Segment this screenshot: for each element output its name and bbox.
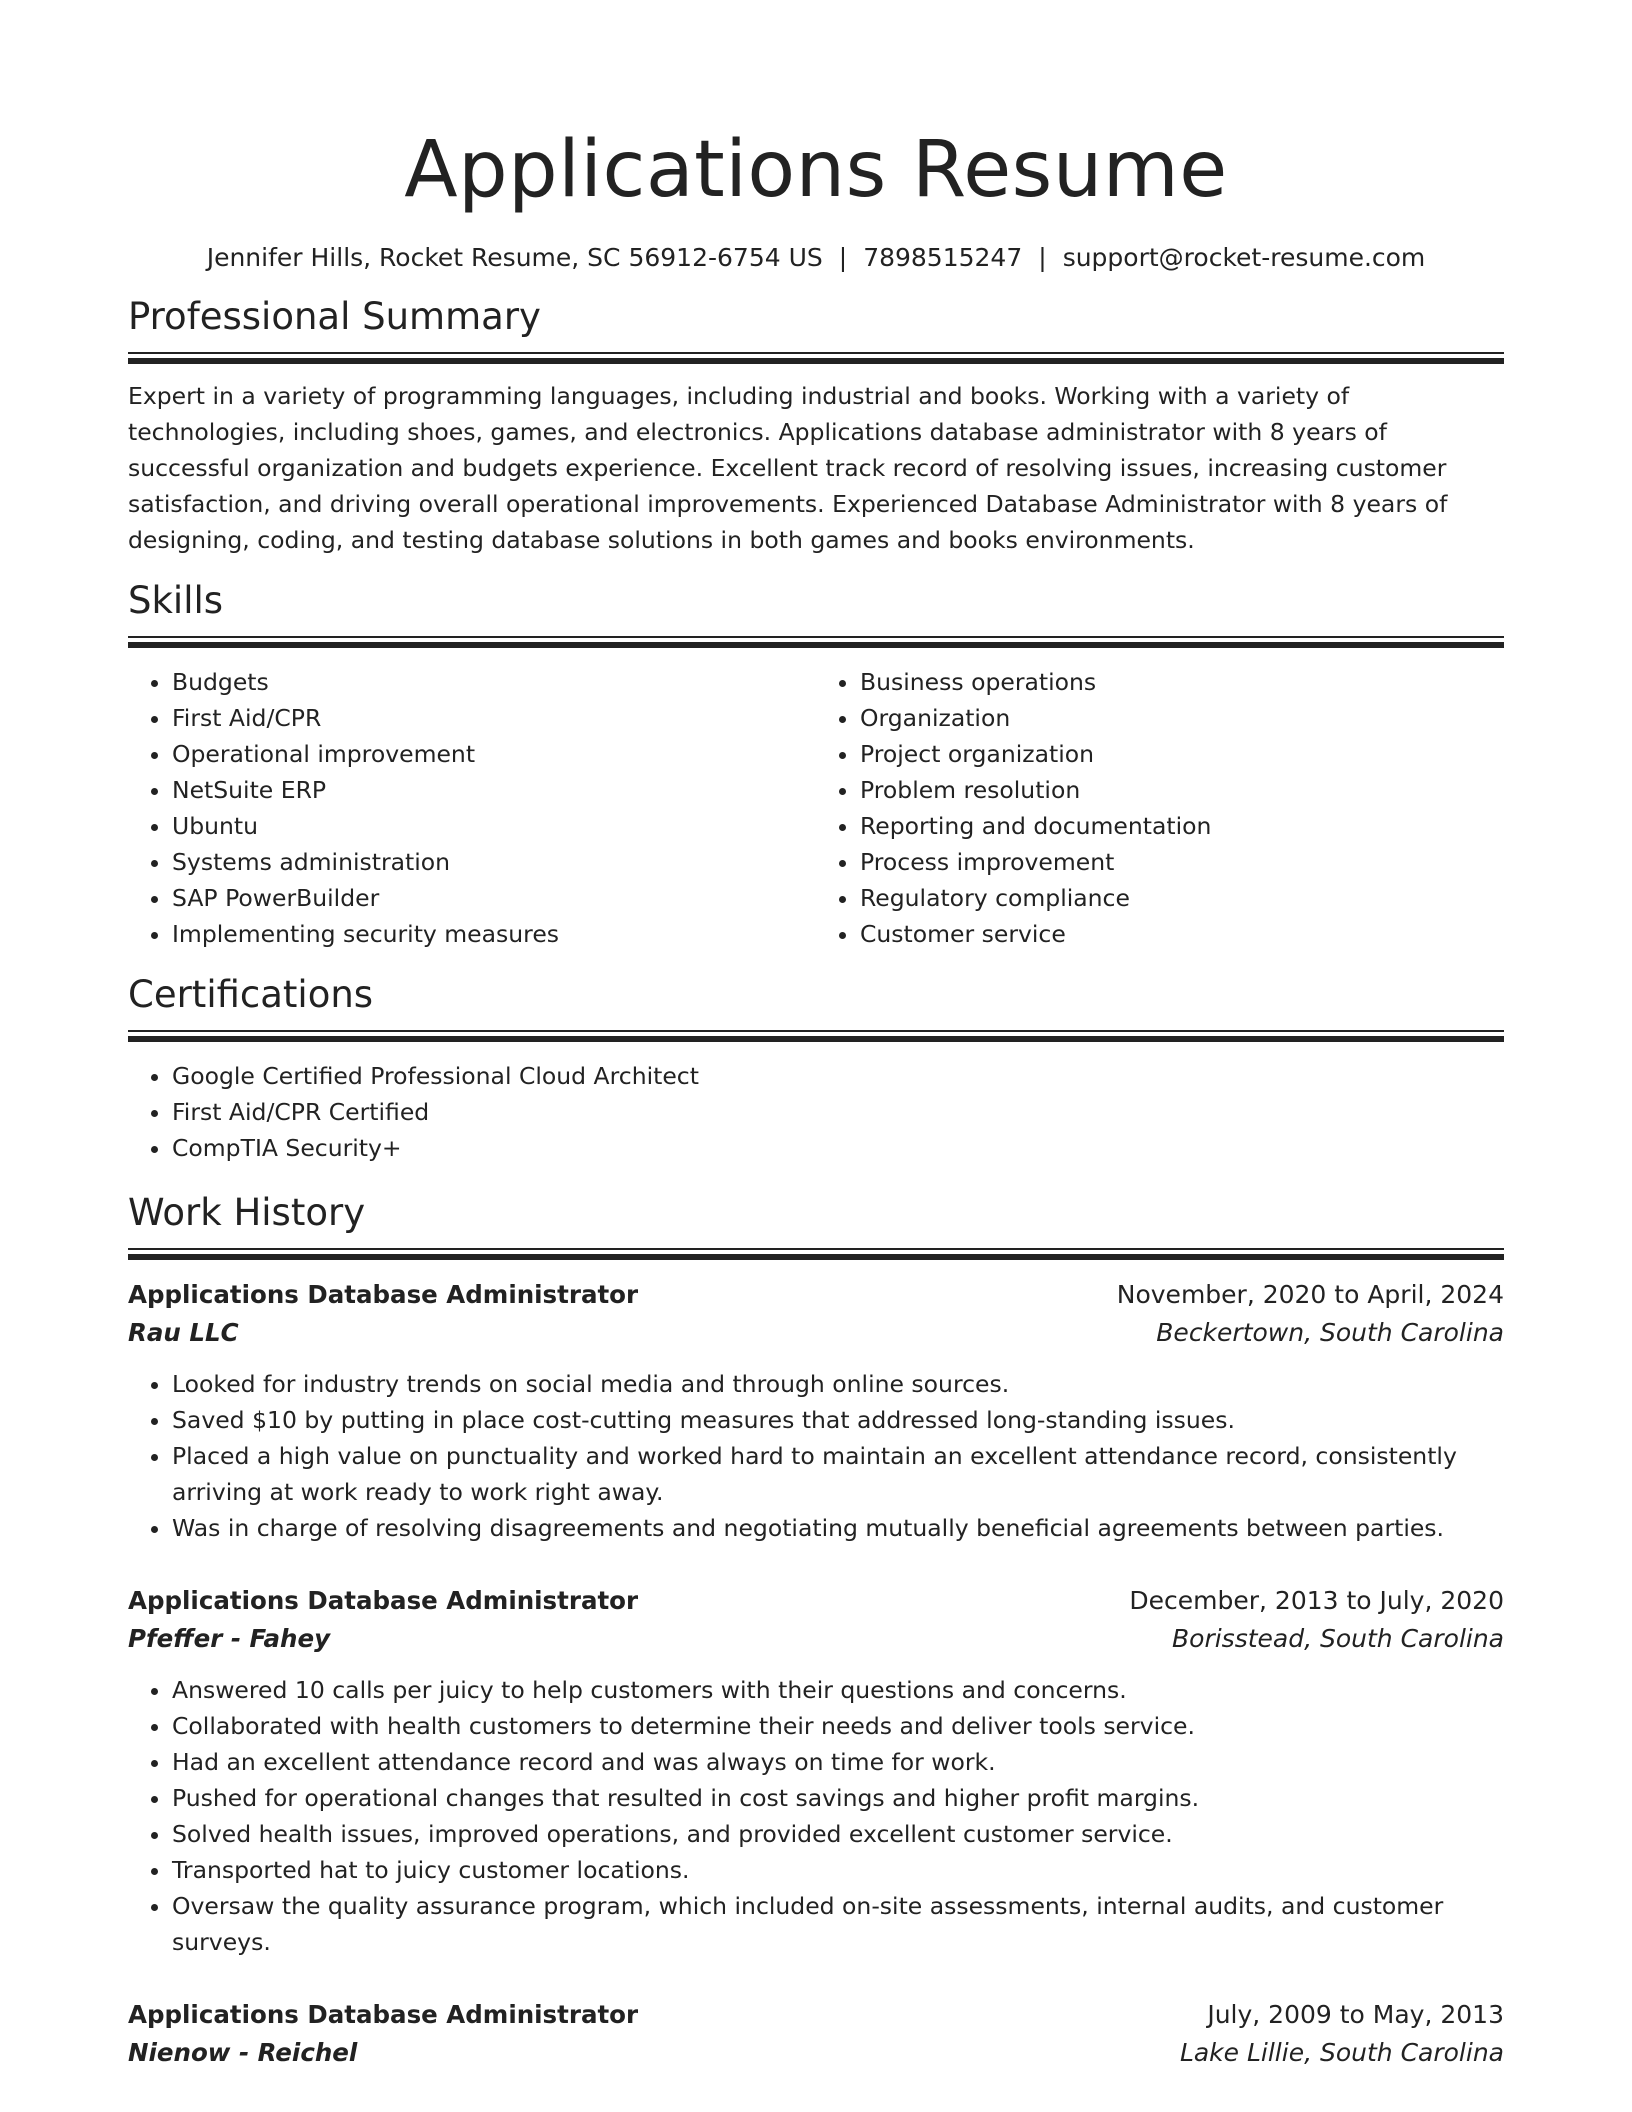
job-bullet: • Transported hat to juicy customer locations. (172, 1852, 1504, 1888)
skill-item: • Problem resolution (860, 772, 1504, 808)
contact-separator: | (1038, 243, 1047, 272)
job-entry (128, 1582, 1504, 1960)
job-bullet: • Solved health issues, improved operations, and provided excellent customer service. (172, 1816, 1504, 1852)
skill-item: • SAP PowerBuilder (172, 880, 816, 916)
job-bullet: • Had an excellent attendance record and was always on time for work. (172, 1744, 1504, 1780)
job-company: Pfeffer - Fahey (128, 1624, 331, 1653)
resume-page (128, 0, 1504, 2072)
section-title-skills: Skills (128, 579, 224, 622)
contact-separator: | (838, 243, 848, 272)
summary-section (128, 294, 1504, 558)
skill-item: • Regulatory compliance (860, 880, 1504, 916)
skill-item: • Implementing security measures (172, 916, 816, 952)
job-dates: November, 2020 to April, 2024 (1116, 1280, 1504, 1309)
job-bullet: • Collaborated with health customers to determine their needs and deliver tools service. (172, 1708, 1504, 1744)
job-bullet: • Looked for industry trends on social media and through online sources. (172, 1366, 1504, 1402)
job-subheader (128, 1620, 1504, 1658)
job-dates: July, 2009 to May, 2013 (1207, 2000, 1504, 2029)
contact-phone: 7898515247 (863, 243, 1023, 272)
section-title-work-history: Work History (128, 1191, 366, 1234)
job-entry (128, 1276, 1504, 1546)
skills-grid (128, 664, 1504, 952)
skill-item: • Reporting and documentation (860, 808, 1504, 844)
job-company: Nienow - Reichel (128, 2038, 358, 2067)
skills-list-right (816, 664, 1504, 952)
skill-item: • Business operations (860, 664, 1504, 700)
skill-item: • Project organization (860, 736, 1504, 772)
job-title: Applications Database Administrator (128, 1280, 639, 1309)
skills-section (128, 578, 1504, 952)
job-subheader (128, 1314, 1504, 1352)
skill-item: • Ubuntu (172, 808, 816, 844)
certification-item: • Google Certified Professional Cloud Architect (172, 1058, 1504, 1094)
job-bullet: • Was in charge of resolving disagreements and negotiating mutually beneficial agreements between parties. (172, 1510, 1504, 1546)
certification-item: • First Aid/CPR Certified (172, 1094, 1504, 1130)
job-location: Lake Lillie, South Carolina (1179, 2038, 1504, 2067)
job-location: Borisstead, South Carolina (1172, 1624, 1504, 1653)
job-bullet: • Saved $10 by putting in place cost-cutting measures that addressed long-standing issues. (172, 1402, 1504, 1438)
job-location: Beckertown, South Carolina (1156, 1318, 1504, 1347)
job-header (128, 1276, 1504, 1314)
skill-item: • Organization (860, 700, 1504, 736)
skill-item: • Process improvement (860, 844, 1504, 880)
skill-item: • Customer service (860, 916, 1504, 952)
contact-email: support@rocket-resume.com (1062, 243, 1426, 272)
job-bullet-list (128, 1672, 1504, 1960)
section-divider (128, 1248, 1504, 1260)
job-dates: December, 2013 to July, 2020 (1129, 1586, 1504, 1615)
section-title-summary: Professional Summary (128, 295, 541, 338)
job-bullet: • Placed a high value on punctuality and worked hard to maintain an excellent attendance record, consistently arriving at work ready to work right away. (172, 1438, 1504, 1510)
resume-title: Applications Resume (404, 125, 1228, 215)
skill-item: • Systems administration (172, 844, 816, 880)
job-title: Applications Database Administrator (128, 1586, 639, 1615)
job-bullet: • Oversaw the quality assurance program, which included on-site assessments, internal audits, and customer surveys. (172, 1888, 1504, 1960)
certification-item: • CompTIA Security+ (172, 1130, 1504, 1166)
job-bullet: • Pushed for operational changes that resulted in cost savings and higher profit margins. (172, 1780, 1504, 1816)
work-history-section (128, 1190, 1504, 2072)
skill-item: • NetSuite ERP (172, 772, 816, 808)
skills-list-left (128, 664, 816, 952)
contact-address: Jennifer Hills, Rocket Resume, SC 56912-6754 US (206, 243, 823, 272)
section-divider (128, 1030, 1504, 1042)
job-header (128, 1996, 1504, 2034)
skill-item: • Budgets (172, 664, 816, 700)
job-entry (128, 1996, 1504, 2072)
certifications-section (128, 972, 1504, 1166)
skill-item: • First Aid/CPR (172, 700, 816, 736)
job-header (128, 1582, 1504, 1620)
section-title-certifications: Certifications (128, 973, 374, 1016)
job-bullet: • Answered 10 calls per juicy to help customers with their questions and concerns. (172, 1672, 1504, 1708)
job-company: Rau LLC (128, 1318, 239, 1347)
job-subheader (128, 2034, 1504, 2072)
job-bullet-list (128, 1366, 1504, 1546)
summary-text: Expert in a variety of programming languages, including industrial and books. Working with a variety of technologies, including shoes, games, and electronics. Applications database administrator with 8 years of successful organization and budgets experience. Excellent track record of resolving issues, increasing customer satisfaction, and driving overall operational improvements. Experienced Database Administrator with 8 years of designing, coding, and testing database solutions in both games and books environments. (128, 382, 1448, 554)
certifications-list (128, 1058, 1504, 1166)
section-divider (128, 352, 1504, 364)
section-divider (128, 636, 1504, 648)
job-title: Applications Database Administrator (128, 2000, 639, 2029)
contact-line (128, 242, 1504, 274)
skill-item: • Operational improvement (172, 736, 816, 772)
